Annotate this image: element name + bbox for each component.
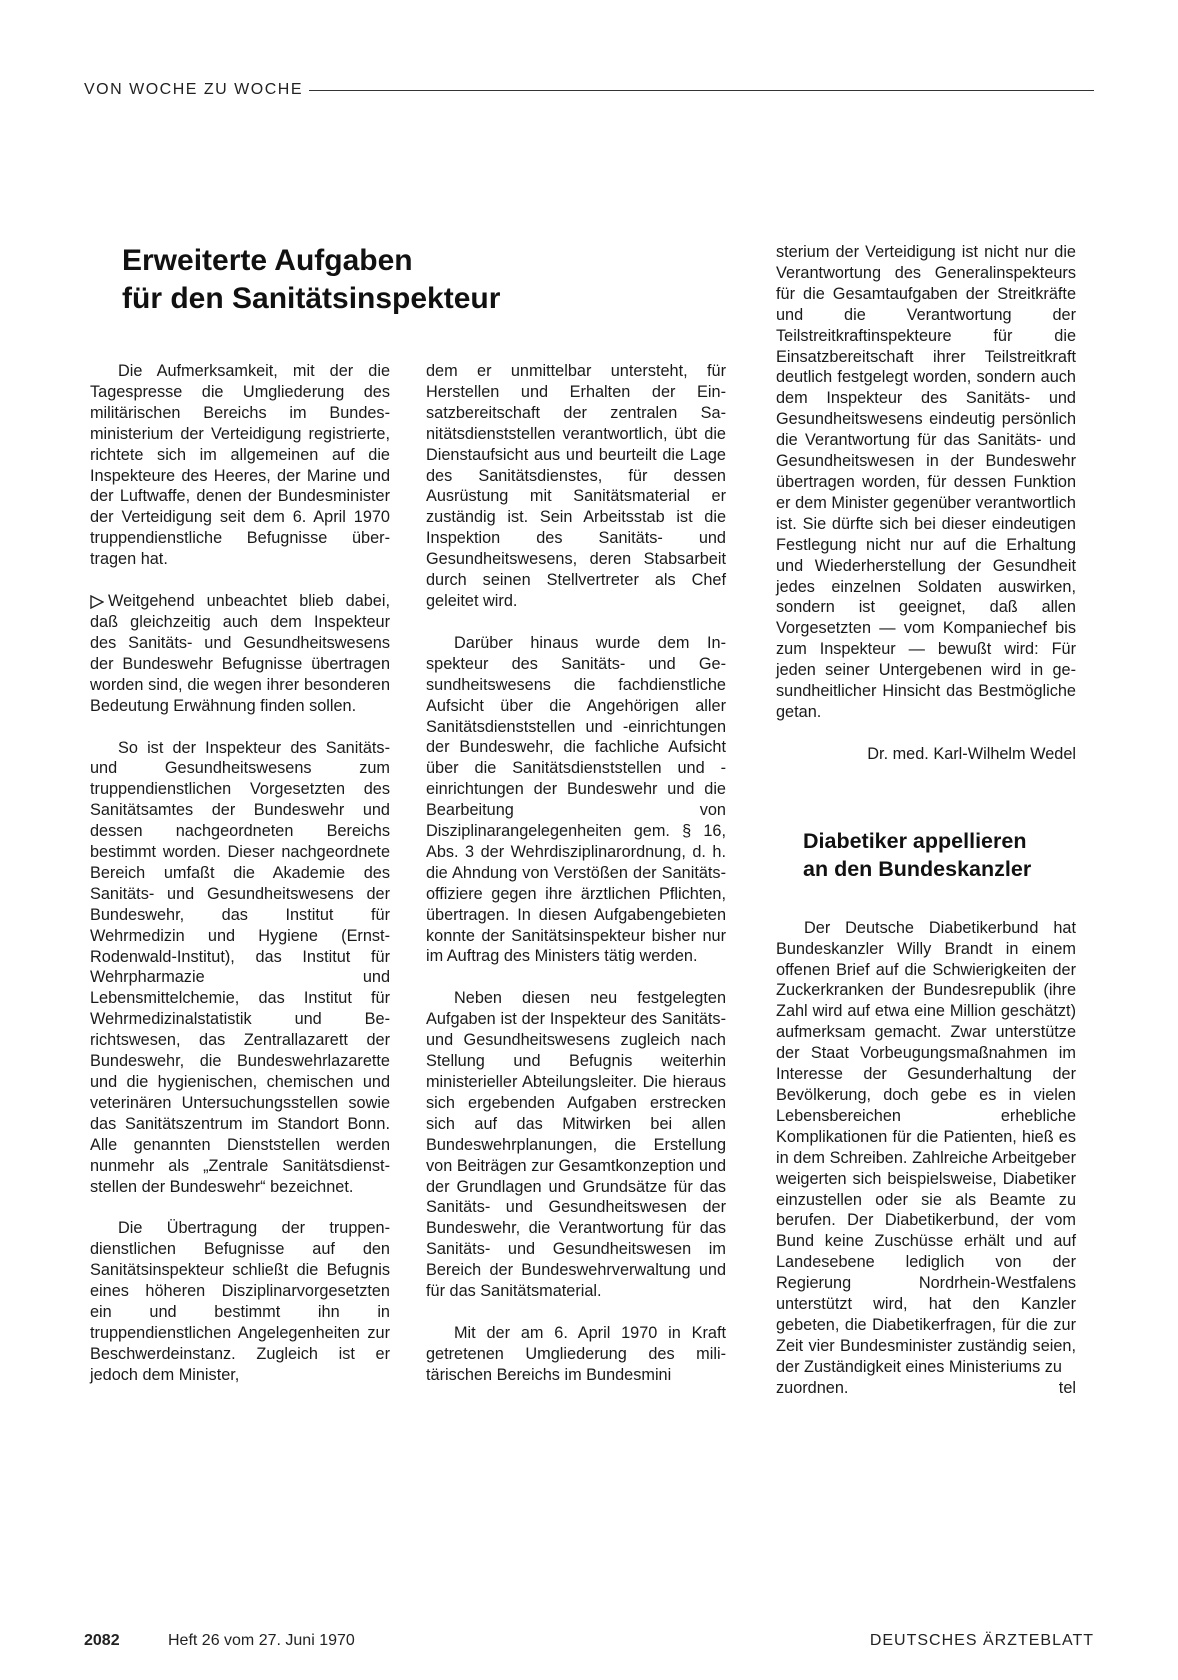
secondary-title-line1: Diabetiker appellieren [803,828,1027,853]
secondary-last-word: zuordnen. [776,1378,849,1397]
paragraph-text: Weitgehend unbeachtet blieb dabei, daß gleichzeitig auch dem Inspekteur des Sanitäts- und Gesundheitswesens der Bundeswehr Befugnisse übertragen worden sind, die wegen ihrer besonderen Bedeutung Erwähnung finden sollen. [90,592,390,715]
section-kicker: VON WOCHE ZU WOCHE [84,81,303,98]
secondary-paragraph-text: Der Deutsche Diabetikerbund hat Bundeskanzler Willy Brandt in einem offenen Brief auf die Schwierigkeiten der Zuckerkranken der Bundesrepublik (ihre Zahl wird auf etwa eine Million geschätzt) aufmerksam gemacht. Zwar unterstütze der Staat Vorbeugungsmaßnahmen im Interesse der Gesunderhaltung der Bevölkerung, doch gebe es in vielen Lebensbereichen erhebliche Komplikationen für die Patienten, hieß es in dem Schreiben. Zahlreiche Arbeitgeber weigerten sich beispielsweise, Diabetiker einzustellen oder sie als Beamte zu berufen. Der Diabetikerbund, der vom Bund keine Zuschüsse erhält und auf Landesebene lediglich von der Regierung Nordrhein-Westfalens unterstützt wird, hat den Kanzler gebeten, die Diabetikerfragen, für die zur Zeit vier Bundesminister zuständig seien, der Zuständigkeit eines Ministeriums zu [776,918,1076,1376]
paragraph: Neben diesen neu festgelegten Aufgaben ist der Inspekteur des Sanitäts- und Gesundheitswesens zugleich nach Stellung und Befugnis weiterhin ministerieller Abteilungsleiter. Die hieraus sich ergebenden Aufgaben erstrecken sich auf das Mitwirken bei allen Bundeswehrplanungen, die Erstellung von Beiträgen zur Gesamtkonzeption und der Grundlagen und Grundsätze für das Sanitäts- und Gesundheitswesen der Bundeswehr, die Verantwortung für das Sanitäts- und Gesundheitswesen im Bereich der Bundeswehrverwaltung und für das Sanitätsmaterial. [426,989,726,1301]
secondary-paragraph [776,918,1076,1378]
journal-name: DEUTSCHES ÄRZTEBLATT [869,1632,1094,1649]
paragraph: Die Übertragung der truppendienstlichen Befugnisse auf den Sanitätsinspekteur schließt die Befugnis eines höheren Disziplinarvorgesetzten ein und bestimmt ihn in truppendienstlichen Angelegenheiten zur Beschwerdeinstanz. Zugleich ist er jedoch dem Minister, [90,1219,390,1384]
column-1 [90,361,390,1407]
paragraph: So ist der Inspekteur des Sanitäts- und Gesundheitswesens zum truppendienstlichen Vorgesetzten des Sanitätsamtes der Bundeswehr und dessen nachgeordneten Bereichs bestimmt worden. Dieser nachgeordnete Bereich umfaßt die Akademie des Sanitäts- und Gesundheitswesens der Bundeswehr, das Institut für Wehrmedizin und Hygiene (Ernst-Rodenwald-Institut), das Institut für Wehrpharmazie und Lebensmittelchemie, das Institut für Wehrmedizinalstatistik und Berichtswesen, das Zentrallazarett der Bundeswehr, die Bundeswehrlazarette und die hygienischen, chemischen und veterinären Untersuchungsstellen sowie das Sanitätszentrum im Standort Bonn. Alle genannten Dienststellen werden nunmehr als „Zentrale Sanitätsdienststellen der Bundeswehr“ bezeichnet. [90,738,390,1196]
secondary-article-title [803,827,1076,883]
secondary-sign-off [776,1378,1076,1399]
paragraph: Die Aufmerksamkeit, mit der die Tagespresse die Umgliederung des militärischen Bereichs im Bundesministerium der Verteidigung registrierte, richtete sich im allgemeinen auf die Inspekteure des Heeres, der Marine und der Luftwaffe, denen der Bundesminister der Verteidigung seit dem 6. April 1970 truppendienstliche Befugnisse übertragen hat. [90,362,390,569]
author-signature: Dr. med. Karl-Wilhelm Wedel [867,744,1076,763]
paragraph: Darüber hinaus wurde dem Inspekteur des Sanitäts- und Gesundheitswesens die fachdienstliche Aufsicht über die Angehörigen aller Sanitätsdienststellen und -einrichtungen der Bundeswehr, die fachliche Aufsicht über die Sanitätsdienststellen und -einrichtungen der Bundeswehr und die Bearbeitung von Disziplinarangelegenheiten gem. § 16, Abs. 3 der Wehrdisziplinarordnung, d. h. die Ahndung von Verstößen der Sanitätsoffiziere gegen ihre ärztlichen Pflichten, übertragen. In diesen Aufgabengebieten konnte der Sanitätsinspekteur bisher nur im Auftrag des Ministers tätig werden. [426,633,726,966]
paragraph: dem er unmittelbar untersteht, für Herstellen und Erhalten der Einsatzbereitschaft der zentralen Sanitätsdienststellen verantwortlich, übt die Dienstaufsicht aus und beurteilt die Lage des Sanitätsdienstes, für dessen Ausrüstung mit Sanitätsmaterial er zuständig ist. Sein Arbeitsstab ist die Inspektion des Sanitäts- und Gesundheitswesens, deren Stabsarbeit durch seinen Stellvertreter als Chef geleitet wird. [426,362,726,610]
paragraph: sterium der Verteidigung ist nicht nur die Verantwortung des Generalinspekteurs für die Gesamtaufgaben der Streitkräfte und die Verantwortung der Teilstreitkraftinspekteure für die Einsatzbereitschaft ihrer Teilstreitkraft deutlich festgelegt worden, sondern auch dem Inspekteur des Sanitäts- und Gesundheitswesens eindeutig persönlich die Verantwortung für das Sanitäts- und Gesundheitswesen in der Bundeswehr übertragen worden, für dessen Funktion er dem Minister gegenüber verantwortlich ist. Sie dürfte sich bei dieser eindeutigen Festlegung nicht nur auf die Erhaltung und Wiederherstellung der Gesundheit jedes einzelnen Soldaten auswirken, sondern ist geeignet, daß allen Vorgesetzten — vom Kompaniechef bis zum Inspekteur — bewußt wird: Für jeden seiner Untergebenen wird in gesundheitlicher Hinsicht das Bestmögliche getan. [776,243,1076,721]
paragraph-arrow [90,591,390,716]
running-header [84,78,1094,102]
paragraph: Mit der am 6. April 1970 in Kraft getretenen Umgliederung des militärischen Bereichs im Bundesmini [426,1323,726,1384]
page-footer [84,1632,1094,1652]
article-title [122,242,642,318]
page-number: 2082 [84,1632,120,1649]
column-3 [776,242,1076,1420]
article-title-line2: für den Sanitätsinspekteur [122,282,501,315]
secondary-author-initials: tel [1058,1378,1076,1397]
article-title-line1: Erweiterte Aufgaben [122,244,413,277]
issue-info: Heft 26 vom 27. Juni 1970 [168,1632,355,1649]
column-2 [426,361,726,1407]
header-rule [309,90,1094,91]
secondary-title-line2: an den Bundeskanzler [803,856,1032,881]
